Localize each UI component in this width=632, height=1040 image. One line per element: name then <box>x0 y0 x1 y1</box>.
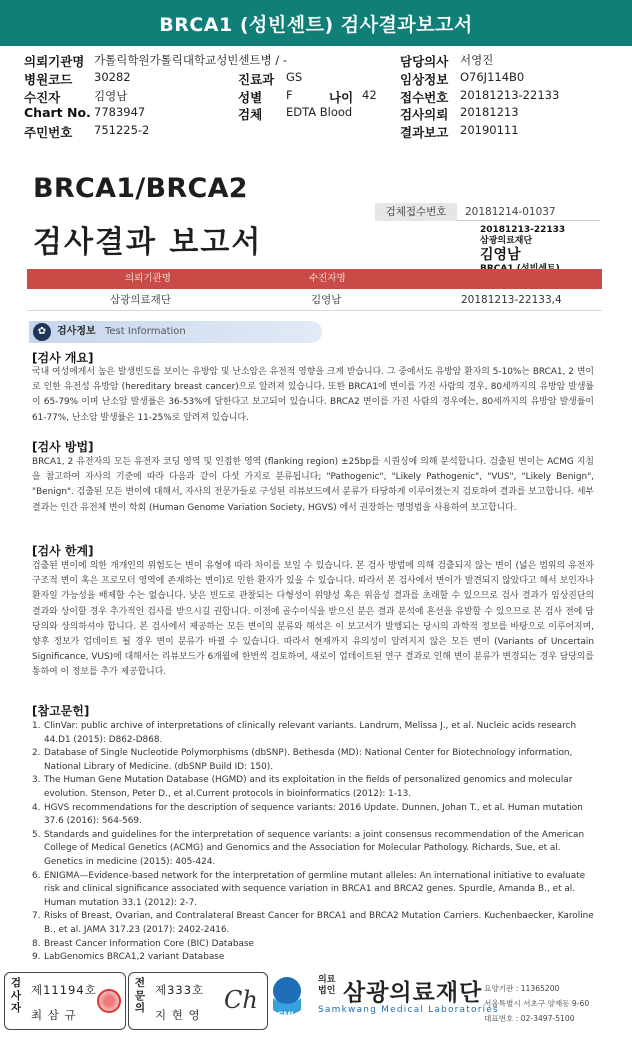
examiner-seal-icon <box>97 989 121 1013</box>
reference-list <box>32 720 602 965</box>
report-heading-gene: BRCA1/BRCA2 <box>33 173 248 204</box>
client-table <box>27 269 602 311</box>
reference-number: 1. <box>32 721 41 731</box>
report-heading-title: 검사결과 보고서 <box>33 225 263 260</box>
logo-name: 삼광의료재단 <box>343 980 483 1006</box>
meta-label-sex: 성별 <box>238 89 263 105</box>
client-table-header-cell: 수진자명 <box>309 273 346 284</box>
section-heading-limitations: [검사 한계] <box>32 544 94 558</box>
meta-value-doctor: 서영진 <box>460 53 494 67</box>
meta-value-chart-no: 7783947 <box>94 105 146 120</box>
reference-number: 4. <box>32 802 41 813</box>
section-body-limitations: 검출된 변이에 의한 개개인의 위험도는 변이 유형에 따라 차이를 보일 수 있습니다. 본 검사 방법에 의해 검출되지 않는 변이 (넓은 범위의 유전자 구조적 변이 혹은 프로모터 영역에 존재하는 변이)로 인한 환자가 있을 수 있습니다. 따라서 본 검사에서 변이가 발견되지 않았다고 해서 보인자나 환자일 가능성을 배제할 수는 없습니다. 낮은 빈도로 관찰되는 다형성이 위양성 혹은 위음성 결과를 초래할 수 있으므로 검사 결과가 임상진단의 결과와 상이할 경우 추가적인 검사를 받으시길 권합니다. 이전에 골수이식을 받으신 분은 결과 분석에 혼선을 유발할 수 있으므로 본 검사 전에 담당의와 상의하셔야 합니다. 본 검사에서 제공하는 모든 변이의 분류와 해석은 이 보고서가 발행되는 당시의 과학적 정보를 바탕으로 이루어지며, 향후 정보가 업데이트 될 경우 변이 분류가 바뀔 수 있습니다. 따라서 현재까지 유의성이 알려지지 않은 모든 변이 (Variants of Uncertain Significance, VUS)에 대해서는 리뷰보드가 6개월에 한번씩 검토하여, 새로이 업데이트된 연구 결과로 인해 변이 분류가 변경되는 경우 담당의를 통하여 이 정보를 추가 제공합니다. <box>32 561 595 678</box>
meta-label-clinical-info: 임상정보 <box>400 71 449 87</box>
meta-value-resident-no: 751225-2 <box>94 123 150 138</box>
reference-item <box>32 802 602 829</box>
section-body-method: BRCA1, 2 유전자의 모든 유전자 코딩 영역 및 인접한 영역 (flanking region) ±25bp를 시퀀싱에 의해 분석합니다. 검출된 변이는 ACMG 지침을 참고하여 자사의 기준에 따라 다음과 같이 다섯 가지로 분류됩니다; "Pathogenic", "Likely Pathogenic", "VUS", "Likely Benign", "Benign". 검출된 모든 변이에 대해서, 자사의 전문가들로 구성된 리뷰보드에서 분류가 타당하게 이루어졌는지 검토하여 결과를 보고합니다. 세부결과는 인간 유전체 변이 학회 (Human Genome Variation Society, HGVS) 에서 권장하는 명명법을 사용하여 보고합니다. <box>32 457 594 513</box>
meta-value-report-date: 20190111 <box>460 123 519 138</box>
client-table-cell: 삼광의료재단 <box>110 294 171 306</box>
meta-label-department: 진료과 <box>238 71 275 87</box>
patient-meta <box>0 52 632 141</box>
examiner-label: 검사자 <box>10 977 22 1014</box>
reference-text: LabGenomics BRCA1,2 variant Database <box>44 952 225 963</box>
reference-number: 2. <box>32 748 41 759</box>
test-info-label: 검사정보 <box>57 326 96 337</box>
ribbon-icon: ✿ <box>33 323 51 341</box>
reference-item <box>32 938 602 952</box>
meta-row <box>0 123 632 141</box>
specimen-id-lab: 삼광의료재단 <box>480 235 533 246</box>
reference-text: ClinVar: public archive of interpretations of clinically relevant variants. Landrum, Melissa J., et al. Nucleic acids research 44.D1 (2015): D862-D868. <box>44 721 577 745</box>
meta-value-hospital-code: 30282 <box>94 69 131 84</box>
reference-number: 5. <box>32 829 41 840</box>
reference-text: Breast Cancer Information Core (BIC) Database <box>44 938 254 949</box>
meta-value-request-date: 20181213 <box>460 105 519 120</box>
meta-label-doctor: 담당의사 <box>400 54 449 69</box>
meta-label-specimen: 검체 <box>238 107 263 123</box>
meta-row <box>0 88 632 106</box>
client-table-header <box>27 269 602 289</box>
reference-item <box>32 774 602 801</box>
meta-row <box>0 105 632 123</box>
reference-item <box>32 720 602 747</box>
meta-label-request-date: 검사의뢰 <box>400 107 449 123</box>
logo-english: Samkwang Medical Laboratories <box>318 1005 499 1015</box>
reference-item <box>32 747 602 774</box>
address-line: 서울특별시 서초구 양재동 9-60 <box>484 999 590 1008</box>
accession-number <box>375 203 600 221</box>
client-table-header-cell: 의뢰기관명 <box>125 273 171 284</box>
reference-item <box>32 910 602 937</box>
reference-text: HGVS recommendations for the description of sequence variants: 2016 Update. Dunnen, Johan T., et al. Human mutation 37.6 (2016): 564-569. <box>44 802 583 827</box>
reference-number: 7. <box>32 911 41 922</box>
meta-label-resident-no: 주민번호 <box>24 125 73 141</box>
test-info-bar <box>29 321 322 343</box>
reference-item <box>32 870 602 911</box>
meta-label-client: 의뢰기관명 <box>24 54 85 69</box>
client-table-cell: 20181213-22133,4 <box>461 294 562 306</box>
reference-text: Standards and guidelines for the interpretation of sequence variants: a joint consensus recommendation of the American College of Medical Genetics (ACMG) and Genomics and the Association for Molecular Pathology. Richards, Sue, et al. Genetics in medicine (2015): 405-424. <box>44 829 585 867</box>
reference-text: The Human Gene Mutation Database (HGMD) and its exploitation in the fields of personalized genomics and molecular evolution. Stenson, Peter D., et al.Current protocols in bioinformatics (2012): 1-13. <box>44 775 573 799</box>
examiner-license: 제11194호 <box>31 983 97 997</box>
meta-row <box>0 52 632 70</box>
logo-small-label: 의료법인 <box>318 975 336 996</box>
report-page <box>20 165 610 965</box>
test-info-label-en: Test Information <box>105 326 186 337</box>
reference-item <box>32 951 602 965</box>
meta-value-sex: F <box>286 87 293 102</box>
meta-value-age: 42 <box>362 87 377 102</box>
examiner-box <box>4 972 126 1030</box>
meta-label-age: 나이 <box>329 89 354 105</box>
accession-label: 검체접수번호 <box>375 203 457 221</box>
logo-badge: SML <box>277 1010 297 1020</box>
meta-label-patient: 수진자 <box>24 89 61 105</box>
meta-label-hospital-code: 병원코드 <box>24 71 73 87</box>
meta-label-receipt-no: 접수번호 <box>400 89 449 105</box>
sml-logo-icon <box>270 976 304 1024</box>
address-line: 대표번호 : 02-3497-5100 <box>484 1014 575 1023</box>
accession-value: 20181214-01037 <box>465 206 556 218</box>
reference-text: Risks of Breast, Ovarian, and Contralateral Breast Cancer for BRCA1 and BRCA2 Mutation Carriers. Kuchenbaecker, Karoline B., et al. JAMA 317.23 (2017): 2402-2416. <box>44 911 594 935</box>
meta-value-clinical-info: O76J114B0 <box>460 69 525 84</box>
section-body-overview: 국내 여성에게서 높은 발생빈도를 보이는 유방암 및 난소암은 유전적 영향을 크게 받습니다. 그 중에서도 유방암 환자의 5-10%는 BRCA1, 2 변이로 인한 유전성 유방암 (hereditary breast cancer)으로 알려져 있습니다. 또한 BRCA1에 변이를 가진 사람의 경우, 80세까지의 유방암 발생률이 65-79% 이며 난소암 발생률은 36-53%에 달한다고 보고되어 있습니다. BRCA2 변이를 가진 사람의 경우에는, 80세까지의 유방암 발생률이 61-77%, 난소암 발생률은 11-25%로 알려져 있습니다. <box>32 367 594 423</box>
reference-number: 8. <box>32 938 41 949</box>
meta-label-chart-no: Chart No. <box>24 105 91 121</box>
client-table-cell: 김영남 <box>311 294 342 306</box>
reference-number: 9. <box>32 952 41 963</box>
reference-text: Database of Single Nucleotide Polymorphisms (dbSNP). Bethesda (MD): National Center for Biotechnology information, National Library of Medicine. (dbSNP Build ID: 150). <box>44 748 573 772</box>
meta-value-receipt-no: 20181213-22133 <box>460 87 560 102</box>
lab-address <box>484 981 632 1026</box>
meta-value-patient: 김영남 <box>94 88 128 103</box>
section-heading-method: [검사 방법] <box>32 440 94 454</box>
address-line: 요양기관 : 11365200 <box>484 984 560 993</box>
report-footer <box>0 972 632 1032</box>
reference-number: 6. <box>32 870 41 881</box>
meta-value-department: GS <box>286 69 303 84</box>
meta-value-specimen: EDTA Blood <box>286 105 353 120</box>
section-heading-references: [참고문헌] <box>32 704 90 718</box>
report-title-bar <box>0 0 632 46</box>
specimen-id-name: 김영남 <box>480 247 521 263</box>
specialist-license: 제333호 <box>155 983 205 997</box>
reference-number: 3. <box>32 775 41 786</box>
meta-value-client: 가톨릭학원가톨릭대학교성빈센트병 / - <box>94 53 288 67</box>
specimen-id-receipt: 20181213-22133 <box>480 225 566 235</box>
client-table-row <box>27 289 602 311</box>
specialist-box <box>128 972 268 1030</box>
specialist-name: 지 현 영 <box>155 1008 201 1022</box>
specialist-signature: Ch <box>224 986 258 1014</box>
report-title: BRCA1 (성빈센트) 검사결과보고서 <box>159 13 473 36</box>
reference-text: ENIGMA—Evidence-based network for the interpretation of germline mutant alleles: An international initiative to evaluate risk and clinical significance associated with sequence variation in BRCA1 and BRCA2 genes. Spurdle, Amanda B., et al. Human mutation 33.1 (2012): 2-7. <box>44 870 586 908</box>
meta-row <box>0 70 632 88</box>
examiner-name: 최 삼 규 <box>31 1008 77 1022</box>
specialist-label: 전문의 <box>134 977 146 1014</box>
meta-label-report-date: 결과보고 <box>400 125 449 141</box>
reference-item <box>32 829 602 870</box>
section-heading-overview: [검사 개요] <box>32 351 94 365</box>
